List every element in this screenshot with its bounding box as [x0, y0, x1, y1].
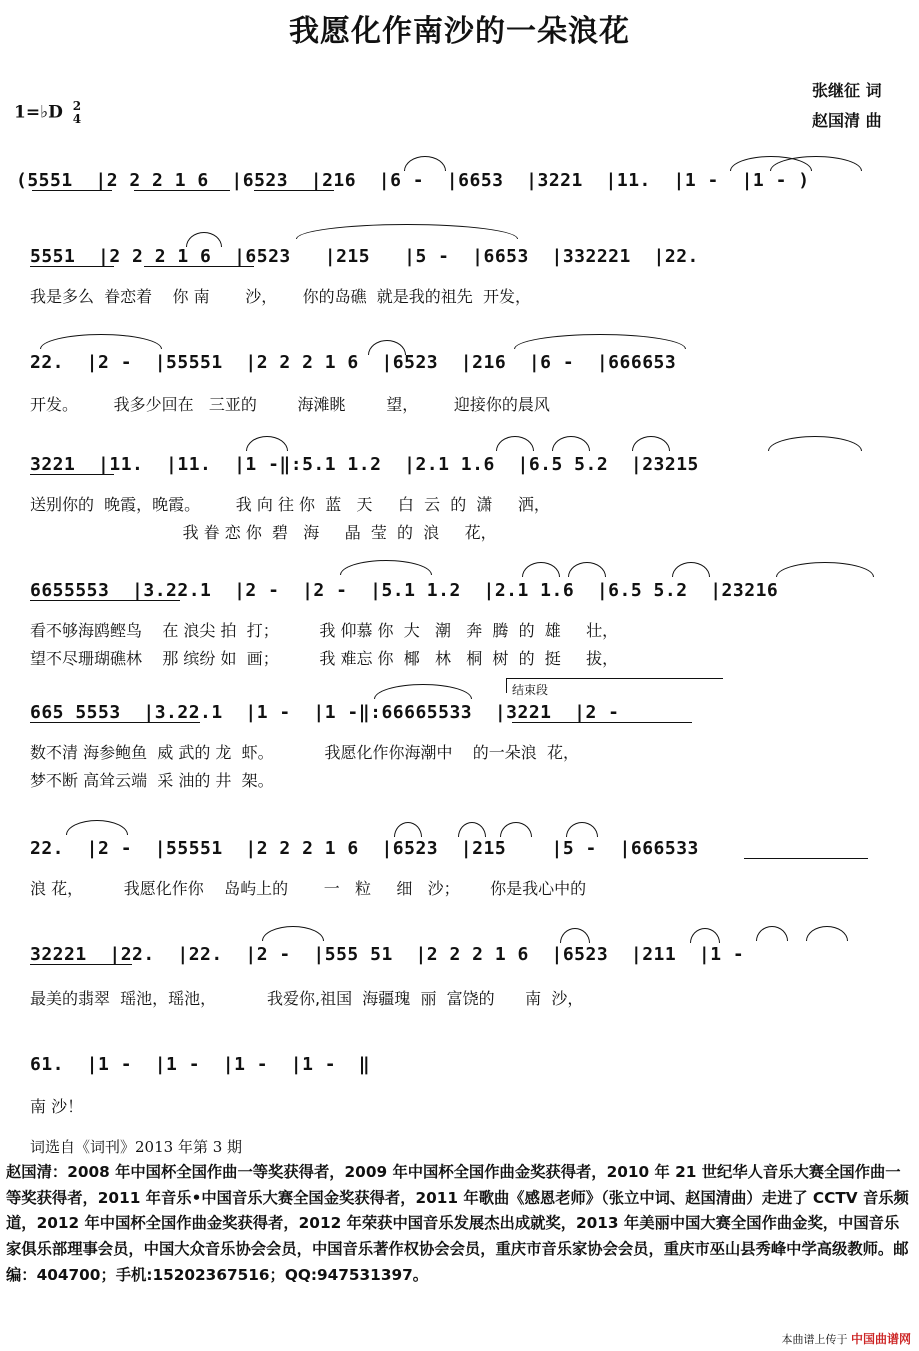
- composer-bio: 赵国清：2008 年中国杯全国作曲一等奖获得者，2009 年中国杯全国作曲金奖获得者，2010 年 21 世纪华人音乐大赛全国作曲一等奖获得者，2011 年音乐•中国音乐大赛全国金奖获得者，2011 年歌曲《感恩老师》（张立中词、赵国清曲）走进了 CCTV 音乐频道，2012 年中国杯全国作曲金奖获得者，2012 年荣获中国音乐发展杰出成就奖，2013 年美丽中国大赛全国作曲金奖，中国音乐家俱乐部理事会员，中国大众音乐协会会员，中国音乐著作权协会会员，重庆市音乐家协会会员，重庆市巫山县秀峰中学高级教师。邮编：404700；手机:15202367516；QQ:947531397。: [6, 1163, 909, 1284]
- score-row-2-lyric: 我是多么 眷恋着 你 南 沙， 你的岛礁 就是我的祖先 开发，: [30, 287, 531, 306]
- composer-credit: 赵国清 曲: [812, 111, 882, 130]
- page-title: 我愿化作南沙的一朵浪花: [289, 14, 630, 49]
- slur-mark: [514, 334, 686, 349]
- beam-line: [30, 266, 114, 267]
- score-row-9-notes: 61. |1 - |1 - |1 - |1 - ‖: [30, 1054, 371, 1075]
- tie-mark: [186, 232, 222, 247]
- beam-line: [144, 266, 254, 267]
- source-note: 词选自《词刊》2013 年第 3 期: [30, 1138, 243, 1156]
- tie-mark: [40, 334, 162, 349]
- tie-mark: [672, 562, 710, 577]
- beam-line: [134, 190, 230, 191]
- footer-site-link[interactable]: 中国曲谱网: [850, 1332, 911, 1346]
- tie-mark: [522, 562, 560, 577]
- slur-mark: [296, 224, 518, 239]
- score-row-8-notes: 32221 |22. |22. |2 - |555 51 |2 2 2 1 6 |6523 |211 |1 -: [30, 944, 745, 965]
- tie-mark: [690, 928, 720, 943]
- beam-line: [30, 964, 132, 965]
- score-row-3-notes: 22. |2 - |55551 |2 2 2 1 6 |6523 |216 |6 - |666653: [30, 352, 677, 373]
- tie-mark: [500, 822, 532, 837]
- score-row-8-lyric: 最美的翡翠 瑶池，瑶池， 我爱你,祖国 海疆瑰 丽 富饶的 南 沙，: [30, 989, 584, 1008]
- tie-mark: [566, 822, 598, 837]
- tie-mark: [368, 340, 406, 355]
- time-signature-bottom: 4: [72, 112, 82, 126]
- tie-mark: [632, 436, 670, 451]
- slur-mark: [768, 436, 862, 451]
- lyricist-credit: 张继征 词: [812, 81, 882, 100]
- tie-mark: [374, 684, 472, 699]
- footer-credit: [781, 1330, 911, 1347]
- tie-mark: [246, 436, 288, 451]
- tie-mark: [552, 436, 590, 451]
- score-row-5-lyric-1: 看不够海鸥鲣鸟 在 浪尖 拍 打； 我 仰慕 你 大 潮 奔 腾 的 雄 壮，: [30, 621, 619, 640]
- beam-line: [30, 722, 200, 723]
- beam-line: [254, 190, 334, 191]
- tie-mark: [394, 822, 422, 837]
- key-label: 1=♭D: [14, 102, 63, 123]
- beam-line: [512, 722, 692, 723]
- score-row-4-notes: 3221 |11. |11. |1 -‖:5.1 1.2 |2.1 1.6 |6.5 5.2 |23215: [30, 454, 699, 475]
- tie-mark: [262, 926, 324, 941]
- score-row-2-notes: 5551 |2 2 2 1 6 |6523 |215 |5 - |6653 |332221 |22.: [30, 246, 699, 267]
- slur-mark: [776, 562, 874, 577]
- tie-mark: [66, 820, 128, 835]
- tie-mark: [568, 562, 606, 577]
- score-row-7-lyric: 浪 花， 我愿化作你 岛屿上的 一 粒 细 沙； 你是我心中的: [30, 879, 587, 898]
- score-row-1-notes: (5551 |2 2 2 1 6 |6523 |216 |6 - |6653 |3221 |11. |1 - |1 - ): [16, 170, 810, 191]
- ending-label: 结束段: [512, 683, 549, 697]
- key-signature: [14, 100, 81, 126]
- score-row-4-lyric-2: 我 眷 恋 你 碧 海 晶 莹 的 浪 花，: [30, 523, 497, 542]
- score-row-6-lyric-1: 数不清 海参鲍鱼 威 武的 龙 虾。 我愿化作你海潮中 的一朵浪 花，: [30, 743, 579, 762]
- footer-prefix: 本曲谱上传于: [781, 1333, 848, 1346]
- tie-mark: [756, 926, 788, 941]
- time-signature: [73, 100, 81, 126]
- tie-mark: [806, 926, 848, 941]
- score-row-4-lyric-1: 送别你的 晚霞，晚霞。 我 向 往 你 蓝 天 白 云 的 潇 洒，: [30, 495, 550, 514]
- time-signature-top: 2: [72, 99, 82, 113]
- score-row-9-lyric: 南 沙！: [30, 1097, 84, 1116]
- score-row-5-notes: 6655553 |3.22.1 |2 - |2 - |5.1 1.2 |2.1 1.6 |6.5 5.2 |23216: [30, 580, 779, 601]
- tie-mark: [340, 560, 432, 575]
- score-row-5-lyric-2: 望不尽珊瑚礁林 那 缤纷 如 画； 我 难忘 你 椰 林 桐 树 的 挺 拔，: [30, 649, 619, 668]
- tie-mark: [560, 928, 590, 943]
- score-row-6-lyric-2: 梦不断 高耸云端 采 油的 井 架。: [30, 771, 274, 790]
- tie-mark: [496, 436, 534, 451]
- score-row-6-notes: 665 5553 |3.22.1 |1 - |1 -‖:66665533 |3221 |2 -: [30, 702, 620, 723]
- tie-mark: [458, 822, 486, 837]
- score-row-7-notes: 22. |2 - |55551 |2 2 2 1 6 |6523 |215 |5 - |666533: [30, 838, 699, 859]
- tie-mark: [404, 156, 446, 171]
- score-row-3-lyric: 开发。 我多少回在 三亚的 海滩眺 望， 迎接你的晨风: [30, 395, 550, 414]
- beam-line: [744, 858, 868, 859]
- beam-line: [30, 474, 114, 475]
- beam-line: [32, 190, 112, 191]
- beam-line: [30, 600, 180, 601]
